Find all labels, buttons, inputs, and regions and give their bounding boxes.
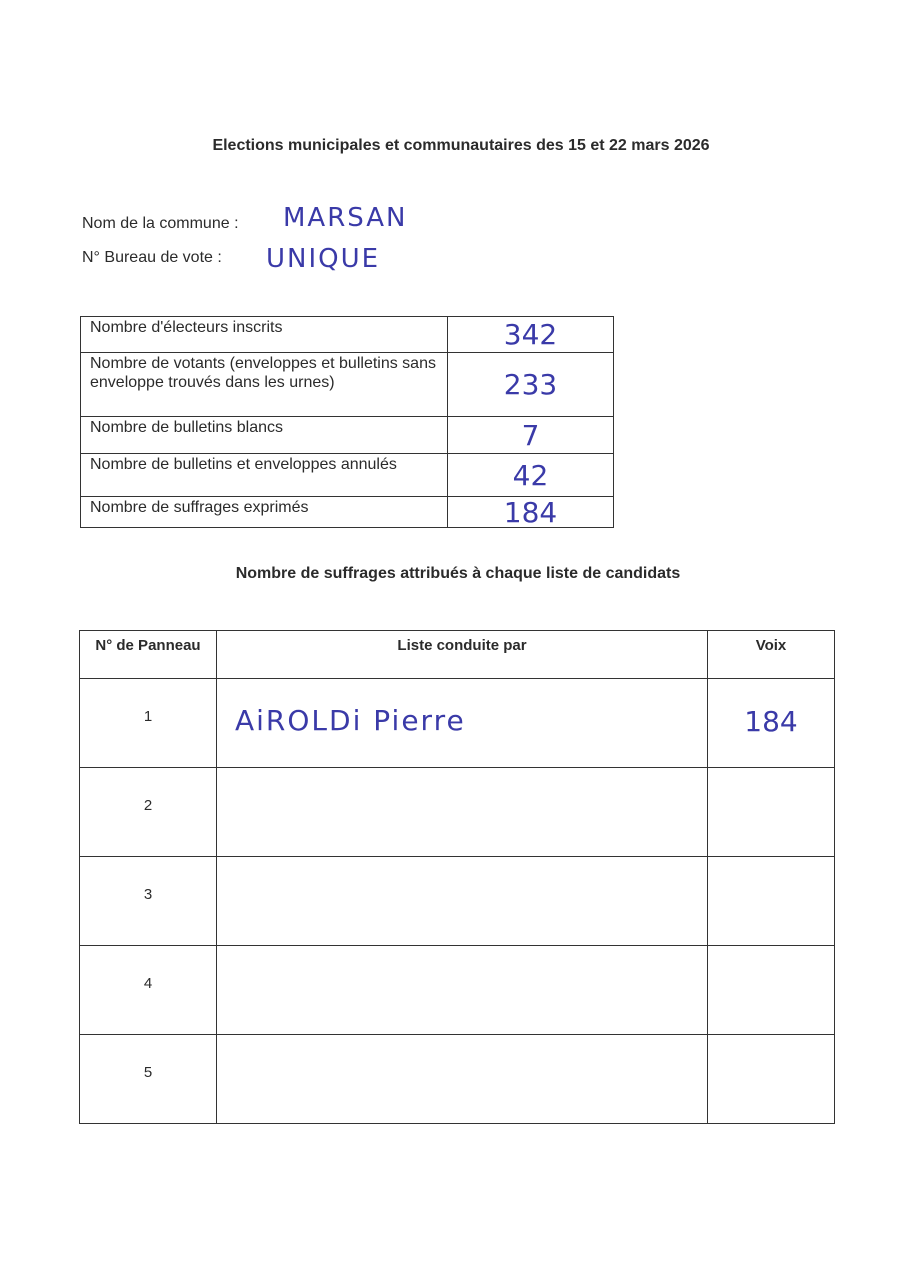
stat-value: 342 xyxy=(448,317,614,353)
list-leader xyxy=(217,1035,708,1124)
table-row xyxy=(80,857,835,946)
stat-label: Nombre d'électeurs inscrits xyxy=(81,317,448,353)
table-header-row xyxy=(80,631,835,679)
list-leader: AiROLDi Pierre xyxy=(217,679,708,768)
stat-value: 233 xyxy=(448,353,614,417)
table-row xyxy=(80,679,835,768)
commune-label: Nom de la commune : xyxy=(82,215,239,232)
table-row xyxy=(81,454,614,497)
stats-table xyxy=(80,316,614,528)
page-title: Elections municipales et communautaires des 15 et 22 mars 2026 xyxy=(212,137,710,154)
list-leader xyxy=(217,768,708,857)
stat-value: 7 xyxy=(448,417,614,454)
table-row xyxy=(81,417,614,454)
panel-number: 4 xyxy=(80,946,217,1035)
list-votes: 184 xyxy=(708,679,835,768)
table-row xyxy=(81,497,614,528)
column-header-votes: Voix xyxy=(708,631,835,679)
panel-number: 5 xyxy=(80,1035,217,1124)
lists-table xyxy=(79,630,835,1124)
stat-label: Nombre de bulletins et enveloppes annulés xyxy=(81,454,448,497)
panel-number: 1 xyxy=(80,679,217,768)
bureau-value: UNIQUE xyxy=(266,244,381,274)
table-row xyxy=(80,1035,835,1124)
list-leader xyxy=(217,857,708,946)
panel-number: 3 xyxy=(80,857,217,946)
bureau-label: N° Bureau de vote : xyxy=(82,249,222,266)
table-row xyxy=(80,946,835,1035)
column-header-panel: N° de Panneau xyxy=(80,631,217,679)
stat-value: 42 xyxy=(448,454,614,497)
section-subtitle: Nombre de suffrages attribués à chaque liste de candidats xyxy=(235,565,681,582)
list-votes xyxy=(708,946,835,1035)
stat-label: Nombre de suffrages exprimés xyxy=(81,497,448,528)
list-votes xyxy=(708,1035,835,1124)
stat-label: Nombre de bulletins blancs xyxy=(81,417,448,454)
panel-number: 2 xyxy=(80,768,217,857)
list-votes xyxy=(708,768,835,857)
commune-value: MARSAN xyxy=(283,203,408,233)
list-leader xyxy=(217,946,708,1035)
stat-label: Nombre de votants (enveloppes et bulletins sans enveloppe trouvés dans les urnes) xyxy=(81,353,448,417)
list-votes xyxy=(708,857,835,946)
table-row xyxy=(81,317,614,353)
table-row xyxy=(81,353,614,417)
table-row xyxy=(80,768,835,857)
column-header-leader: Liste conduite par xyxy=(217,631,708,679)
stat-value: 184 xyxy=(448,497,614,528)
